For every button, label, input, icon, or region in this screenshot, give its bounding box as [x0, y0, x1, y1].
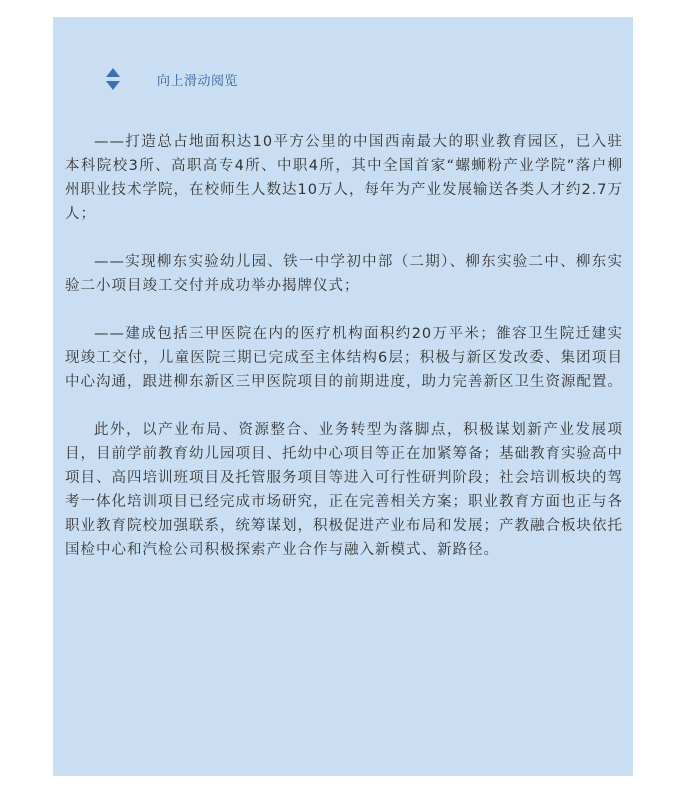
- scroll-hint: [105, 67, 238, 91]
- paragraph-new-projects: 此外，以产业布局、资源整合、业务转型为落脚点，积极谋划新产业发展项目，目前学前教育幼儿园项目、托幼中心项目等正在加紧筹备；基础教育实验高中项目、高四培训班项目及托管服务项目等进入可行性研判阶段；社会培训板块的驾考一体化培训项目已经完成市场研究，正在完善相关方案；职业教育方面也正与各职业教育院校加强联系，统筹谋划，积极促进产业布局和发展；产教融合板块依托国检中心和汽检公司积极探索产业合作与融入新模式、新路径。: [65, 422, 623, 558]
- paragraph-education-park: ——打造总占地面积达10平方公里的中国西南最大的职业教育园区，已入驻本科院校3所、高职高专4所、中职4所，其中全国首家“螺蛳粉产业学院”落户柳州职业技术学院，在校师生人数达10万人，每年为产业发展输送各类人才约2.7万人；: [65, 134, 624, 222]
- paragraph-medical: ——建成包括三甲医院在内的医疗机构面积约20万平米；雒容卫生院迁建实现竣工交付，儿童医院三期已完成至主体结构6层；积极与新区发改委、集团项目中心沟通，跟进柳东新区三甲医院项目的前期进度，助力完善新区卫生资源配置。: [65, 326, 623, 390]
- article-body[interactable]: [65, 130, 623, 586]
- article-panel: [53, 17, 633, 776]
- paragraph-schools: ——实现柳东实验幼儿园、铁一中学初中部（二期）、柳东实验二中、柳东实验二小项目竣工交付并成功举办揭牌仪式；: [65, 254, 623, 294]
- scroll-hint-label: 向上滑动阅览: [157, 73, 239, 89]
- up-down-arrows-icon: [105, 67, 121, 91]
